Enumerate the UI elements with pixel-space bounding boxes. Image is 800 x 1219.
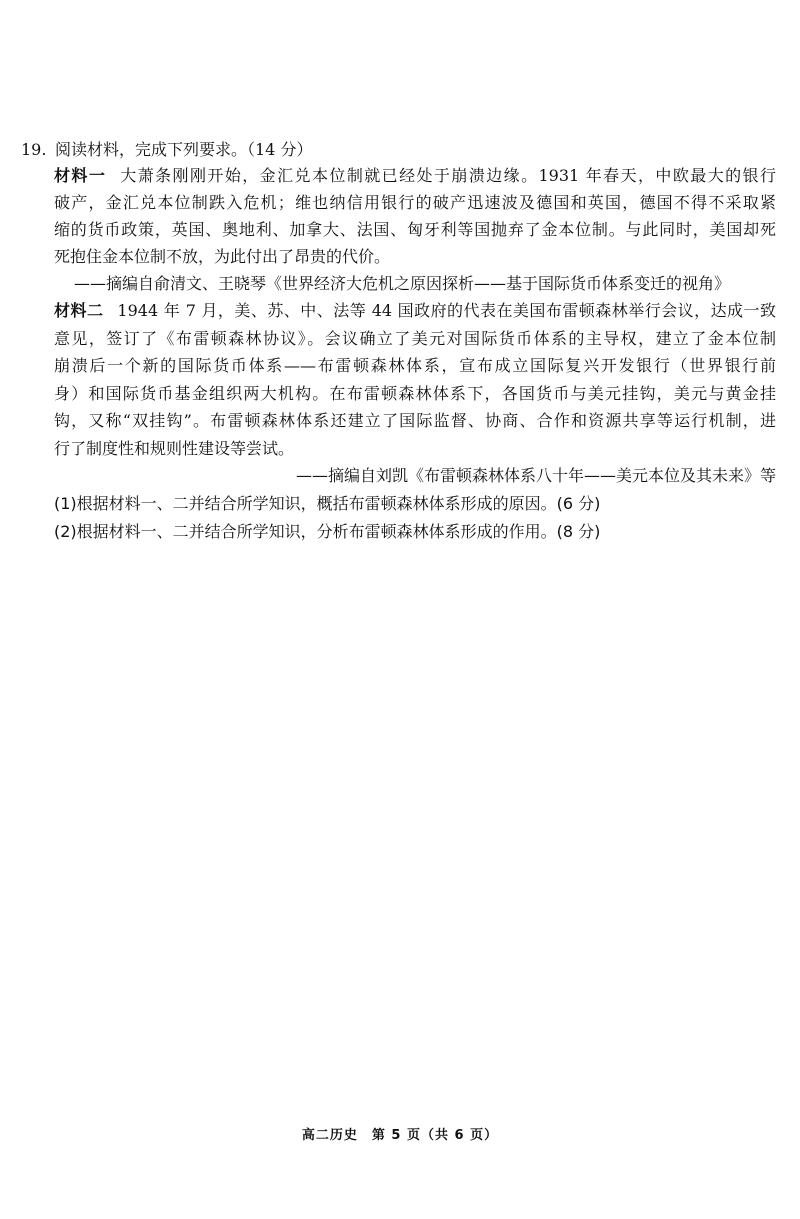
material2-line-5: 钩，又称“双挂钩”。布雷顿森林体系还建立了国际监督、协商、合作和资源共享等运行机制，进 (54, 411, 776, 430)
subquestion-1: (1)根据材料一、二并结合所学知识，概括布雷顿森林体系形成的原因。(6 分) (54, 494, 601, 513)
material1-line-1: 材料一 大萧条刚刚开始，金汇兑本位制就已经处于崩溃边缘。1931 年春天，中欧最大的银行 (54, 166, 776, 185)
material1-line-4: 死抱住金本位制不放，为此付出了昂贵的代价。 (54, 247, 391, 266)
material1-line-3: 缩的货币政策，英国、奥地利、加拿大、法国、匈牙利等国抛弃了金本位制。与此同时，美国却死 (54, 220, 776, 239)
subquestion-2: (2)根据材料一、二并结合所学知识，分析布雷顿森林体系形成的作用。(8 分) (54, 522, 601, 541)
material2-line-3: 崩溃后一个新的国际货币体系——布雷顿森林体系，宣布成立国际复兴开发银行（世界银行前 (54, 356, 776, 375)
material2-label: 材料二 (54, 301, 104, 320)
material2-line-2: 意见，签订了《布雷顿森林协议》。会议确立了美元对国际货币体系的主导权，建立了金本位制 (54, 329, 776, 348)
question-number: 19. (21, 140, 47, 159)
material1-line-2: 破产，金汇兑本位制跌入危机；维也纳信用银行的破产迅速波及德国和英国，德国不得不采取紧 (54, 193, 776, 212)
page-footer: 高二历史 第 5 页（共 6 页） (301, 1128, 499, 1143)
question-header (21, 140, 312, 160)
material2-line-4: 身）和国际货币基金组织两大机构。在布雷顿森林体系下，各国货币与美元挂钩，美元与黄金挂 (54, 384, 776, 403)
material1-source: ——摘编自俞清文、王晓琴《世界经济大危机之原因探析——基于国际货币体系变迁的视角》 (74, 274, 731, 293)
question-prompt: 阅读材料，完成下列要求。（14 分） (55, 140, 313, 159)
material2-line-1: 材料二 1944 年 7 月，美、苏、中、法等 44 国政府的代表在美国布雷顿森林举行会议，达成一致 (54, 301, 776, 320)
material1-label: 材料一 (54, 166, 107, 185)
material2-source: ——摘编自刘凯《布雷顿森林体系八十年——美元本位及其未来》等 (295, 466, 776, 485)
material2-line-6: 行了制度性和规则性建设等尝试。 (54, 439, 295, 458)
